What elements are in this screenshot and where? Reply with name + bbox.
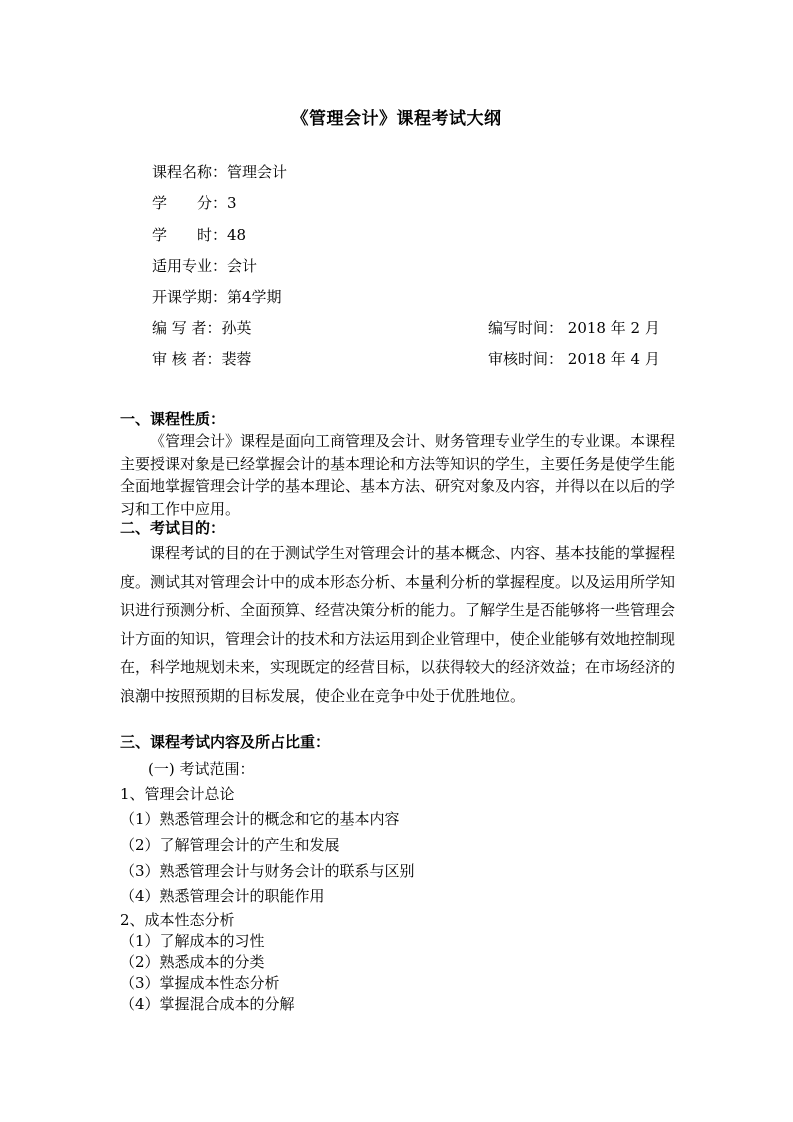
section-paragraph	[120, 539, 675, 710]
list-item: （2）了解管理会计的产生和发展	[120, 836, 340, 854]
section-heading: 一、课程性质：	[120, 410, 226, 428]
meta-label: 学 分：	[152, 194, 228, 212]
meta-value: 2018 年 4 月	[567, 350, 660, 368]
meta-author	[152, 318, 252, 338]
meta-value: 3	[227, 194, 237, 212]
meta-value: 2018 年 2 月	[567, 319, 660, 337]
section-heading: 三、课程考试内容及所占比重：	[120, 733, 331, 751]
meta-label: 编写时间：	[488, 319, 564, 337]
list-item: （1）了解成本的习性	[120, 932, 265, 950]
list-item: （4）熟悉管理会计的职能作用	[120, 887, 325, 905]
chapter-title: 2、成本性态分析	[120, 911, 235, 929]
meta-semester	[152, 287, 282, 307]
meta-value: 会计	[227, 257, 258, 275]
meta-value: 第4学期	[227, 288, 282, 306]
meta-author-time	[488, 318, 660, 338]
meta-label: 开课学期：	[152, 288, 228, 306]
chapter-title: 1、管理会计总论	[120, 785, 235, 803]
meta-label: 审 核 者：	[152, 350, 222, 368]
meta-reviewer	[152, 349, 252, 369]
section-paragraph	[120, 430, 675, 520]
list-item: （3）熟悉管理会计与财务会计的联系与区别	[120, 862, 415, 880]
meta-review-time	[488, 349, 660, 369]
meta-value: 孙英	[221, 319, 252, 337]
meta-hours	[152, 225, 246, 245]
meta-value: 裴蓉	[221, 350, 252, 368]
meta-course-name	[152, 162, 287, 182]
meta-label: 学 时：	[152, 226, 228, 244]
list-item: （1）熟悉管理会计的概念和它的基本内容	[120, 810, 400, 828]
meta-value: 管理会计	[227, 163, 288, 181]
meta-value: 48	[227, 226, 247, 244]
meta-label: 编 写 者：	[152, 319, 222, 337]
section-heading: 二、考试目的：	[120, 519, 226, 537]
paragraph-text: 课程考试的目的在于测试学生对管理会计的基本概念、内容、基本技能的掌握程度。测试其对管理会计中的成本形态分析、本量利分析的掌握程度。以及运用所学知识进行预测分析、全面预算、经营决策分析的能力。了解学生是否能够将一些管理会计方面的知识，管理会计的技术和方法运用到企业管理中，使企业能够有效地控制现在，科学地规划未来，实现既定的经营目标，以获得较大的经济效益；在市场经济的浪潮中按照预期的目标发展，使企业在竞争中处于优胜地位。	[120, 544, 676, 705]
meta-credits	[152, 193, 237, 213]
meta-major	[152, 256, 257, 276]
list-item: （2）熟悉成本的分类	[120, 953, 265, 971]
scope-heading: (一) 考试范围：	[148, 760, 255, 778]
meta-label: 审核时间：	[488, 350, 564, 368]
meta-label: 课程名称：	[152, 163, 228, 181]
list-item: （3）掌握成本性态分析	[120, 974, 280, 992]
paragraph-text: 《管理会计》课程是面向工商管理及会计、财务管理专业学生的专业课。本课程主要授课对象是已经掌握会计的基本理论和方法等知识的学生，主要任务是使学生能全面地掌握管理会计学的基本理论、基本方法、研究对象及内容，并得以在以后的学习和工作中应用。	[120, 432, 676, 518]
document-title: 《管理会计》课程考试大纲	[291, 109, 502, 129]
meta-label: 适用专业：	[152, 257, 228, 275]
list-item: （4）掌握混合成本的分解	[120, 995, 295, 1013]
